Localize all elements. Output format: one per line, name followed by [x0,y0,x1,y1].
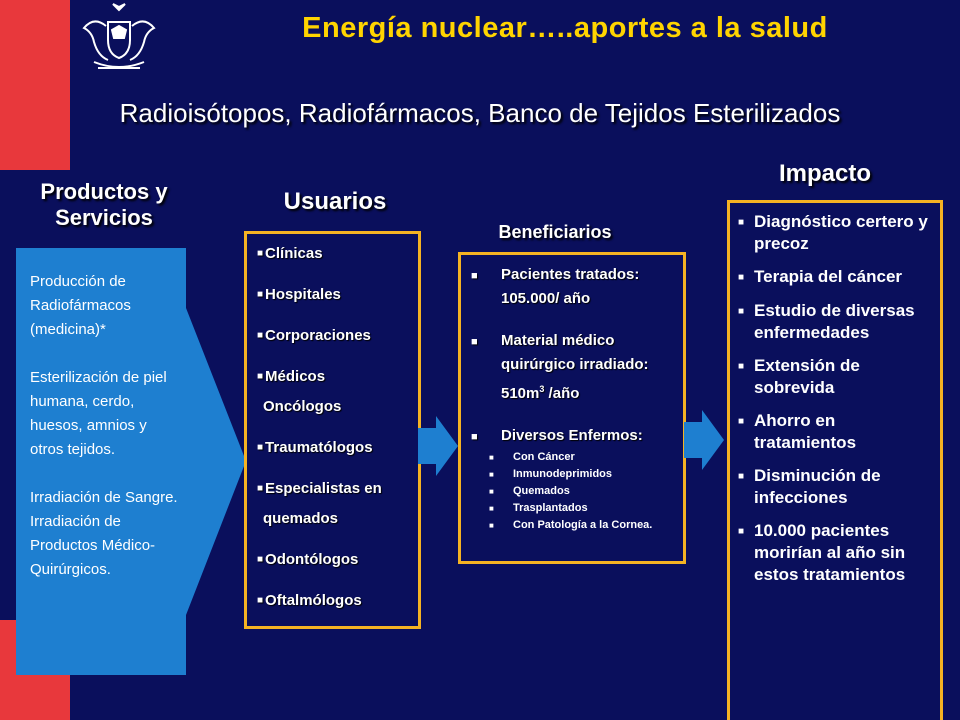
square-bullet-icon: ■ [257,595,264,606]
list-item [257,438,418,458]
usuario-label: Traumatólogos [265,439,373,456]
square-bullet-icon: ■ [489,504,494,513]
enfermo-label: Trasplantados [513,502,588,514]
beneficiario-label: Pacientes tratados: 105.000/ año [501,266,640,307]
material-text: Material médico quirúrgico irradiado: 510m [501,332,649,402]
usuario-label-cont: quemados [263,510,339,527]
square-bullet-icon: ■ [257,483,264,494]
producto-irradiacion-sangre: Irradiación de Sangre. [30,489,178,506]
square-bullet-icon: ■ [257,248,264,259]
square-bullet-icon: ■ [257,554,264,565]
beneficiario-label: Diversos Enfermos: [501,427,643,444]
impacto-box [727,200,943,720]
square-bullet-icon: ■ [738,526,745,537]
list-item [738,211,932,255]
impacto-list [730,203,940,586]
beneficiario-label [501,329,673,406]
list-item [471,424,673,449]
usuarios-list [247,234,418,611]
square-bullet-icon: ■ [257,330,264,341]
usuario-label: Clínicas [265,245,323,262]
usuario-label: Corporaciones [265,327,371,344]
square-bullet-icon: ■ [738,361,745,372]
page-title: Energía nuclear…..aportes a la salud [302,12,828,44]
list-item [738,355,932,399]
red-accent-top [0,0,70,170]
producto-radiofarmacos: Producción de Radiofármacos (medicina)* [30,273,131,338]
list-item [257,326,418,346]
square-bullet-icon: ■ [738,416,745,427]
impacto-label: Ahorro en tratamientos [754,411,857,452]
enfermo-label: Quemados [513,485,570,497]
square-bullet-icon: ■ [489,453,494,462]
usuario-label: Odontólogos [265,551,359,568]
list-item [257,367,418,417]
enfermo-label: Con Patología a la Cornea. [513,519,653,531]
square-bullet-icon: ■ [738,217,745,228]
heading-impacto: Impacto [778,160,871,187]
usuario-label: Oftalmólogos [265,592,362,609]
page-subtitle: Radioisótopos, Radiofármacos, Banco de Tejidos Esterilizados [119,98,841,128]
square-bullet-icon: ■ [471,431,478,443]
list-item [257,244,418,264]
usuarios-box [244,231,421,629]
square-bullet-icon: ■ [489,470,494,479]
list-item [489,483,683,500]
square-bullet-icon: ■ [738,471,745,482]
enfermo-label: Con Cáncer [513,451,575,463]
impacto-label: 10.000 pacientes morirían al año sin estos tratamientos [754,521,906,584]
list-item [257,550,418,570]
list-item [738,266,932,289]
list-item [489,500,683,517]
list-item [257,591,418,611]
list-item [738,520,932,586]
square-bullet-icon: ■ [257,371,264,382]
producto-irradiacion-productos: Irradiación de Productos Médico-Quirúrgicos. [30,513,156,578]
impacto-label: Terapia del cáncer [754,267,903,286]
heading-usuarios: Usuarios [283,188,387,215]
beneficiarios-list [461,255,683,449]
heading-productos: Productos y Servicios [40,179,168,230]
right-arrow-icon [418,416,458,476]
square-bullet-icon: ■ [738,306,745,317]
material-exponent: 3 [539,384,545,394]
beneficiarios-box [458,252,686,564]
list-item [738,300,932,344]
list-item [489,466,683,483]
producto-irradiacion [30,486,180,582]
list-item [471,263,673,311]
square-bullet-icon: ■ [489,487,494,496]
square-bullet-icon: ■ [471,336,478,348]
square-bullet-icon: ■ [257,442,264,453]
list-item [738,410,932,454]
material-unit: /año [544,385,580,402]
list-item [489,517,683,534]
list-item [738,465,932,509]
enfermos-sublist [461,449,683,534]
square-bullet-icon: ■ [257,289,264,300]
impacto-label: Estudio de diversas enfermedades [754,301,915,342]
usuario-label: Médicos [265,368,326,385]
square-bullet-icon: ■ [489,521,494,530]
impacto-label: Extensión de sobrevida [754,356,860,397]
productos-content [30,270,180,582]
square-bullet-icon: ■ [738,272,745,283]
coat-of-arms-icon [78,2,160,76]
impacto-label: Disminución de infecciones [754,466,881,507]
square-bullet-icon: ■ [471,270,478,282]
usuario-label-cont: Oncólogos [263,398,342,415]
usuario-label: Especialistas en [265,480,382,497]
heading-beneficiarios: Beneficiarios [498,222,612,242]
producto-esterilizacion: Esterilización de piel humana, cerdo, huesos, amnios y otros tejidos. [30,369,167,458]
list-item [489,449,683,466]
list-item [257,479,418,529]
impacto-label: Diagnóstico certero y precoz [754,212,928,253]
list-item [257,285,418,305]
enfermo-label: Inmunodeprimidos [513,468,612,480]
list-item [471,329,673,406]
usuario-label: Hospitales [265,286,341,303]
right-arrow-icon [684,410,724,470]
